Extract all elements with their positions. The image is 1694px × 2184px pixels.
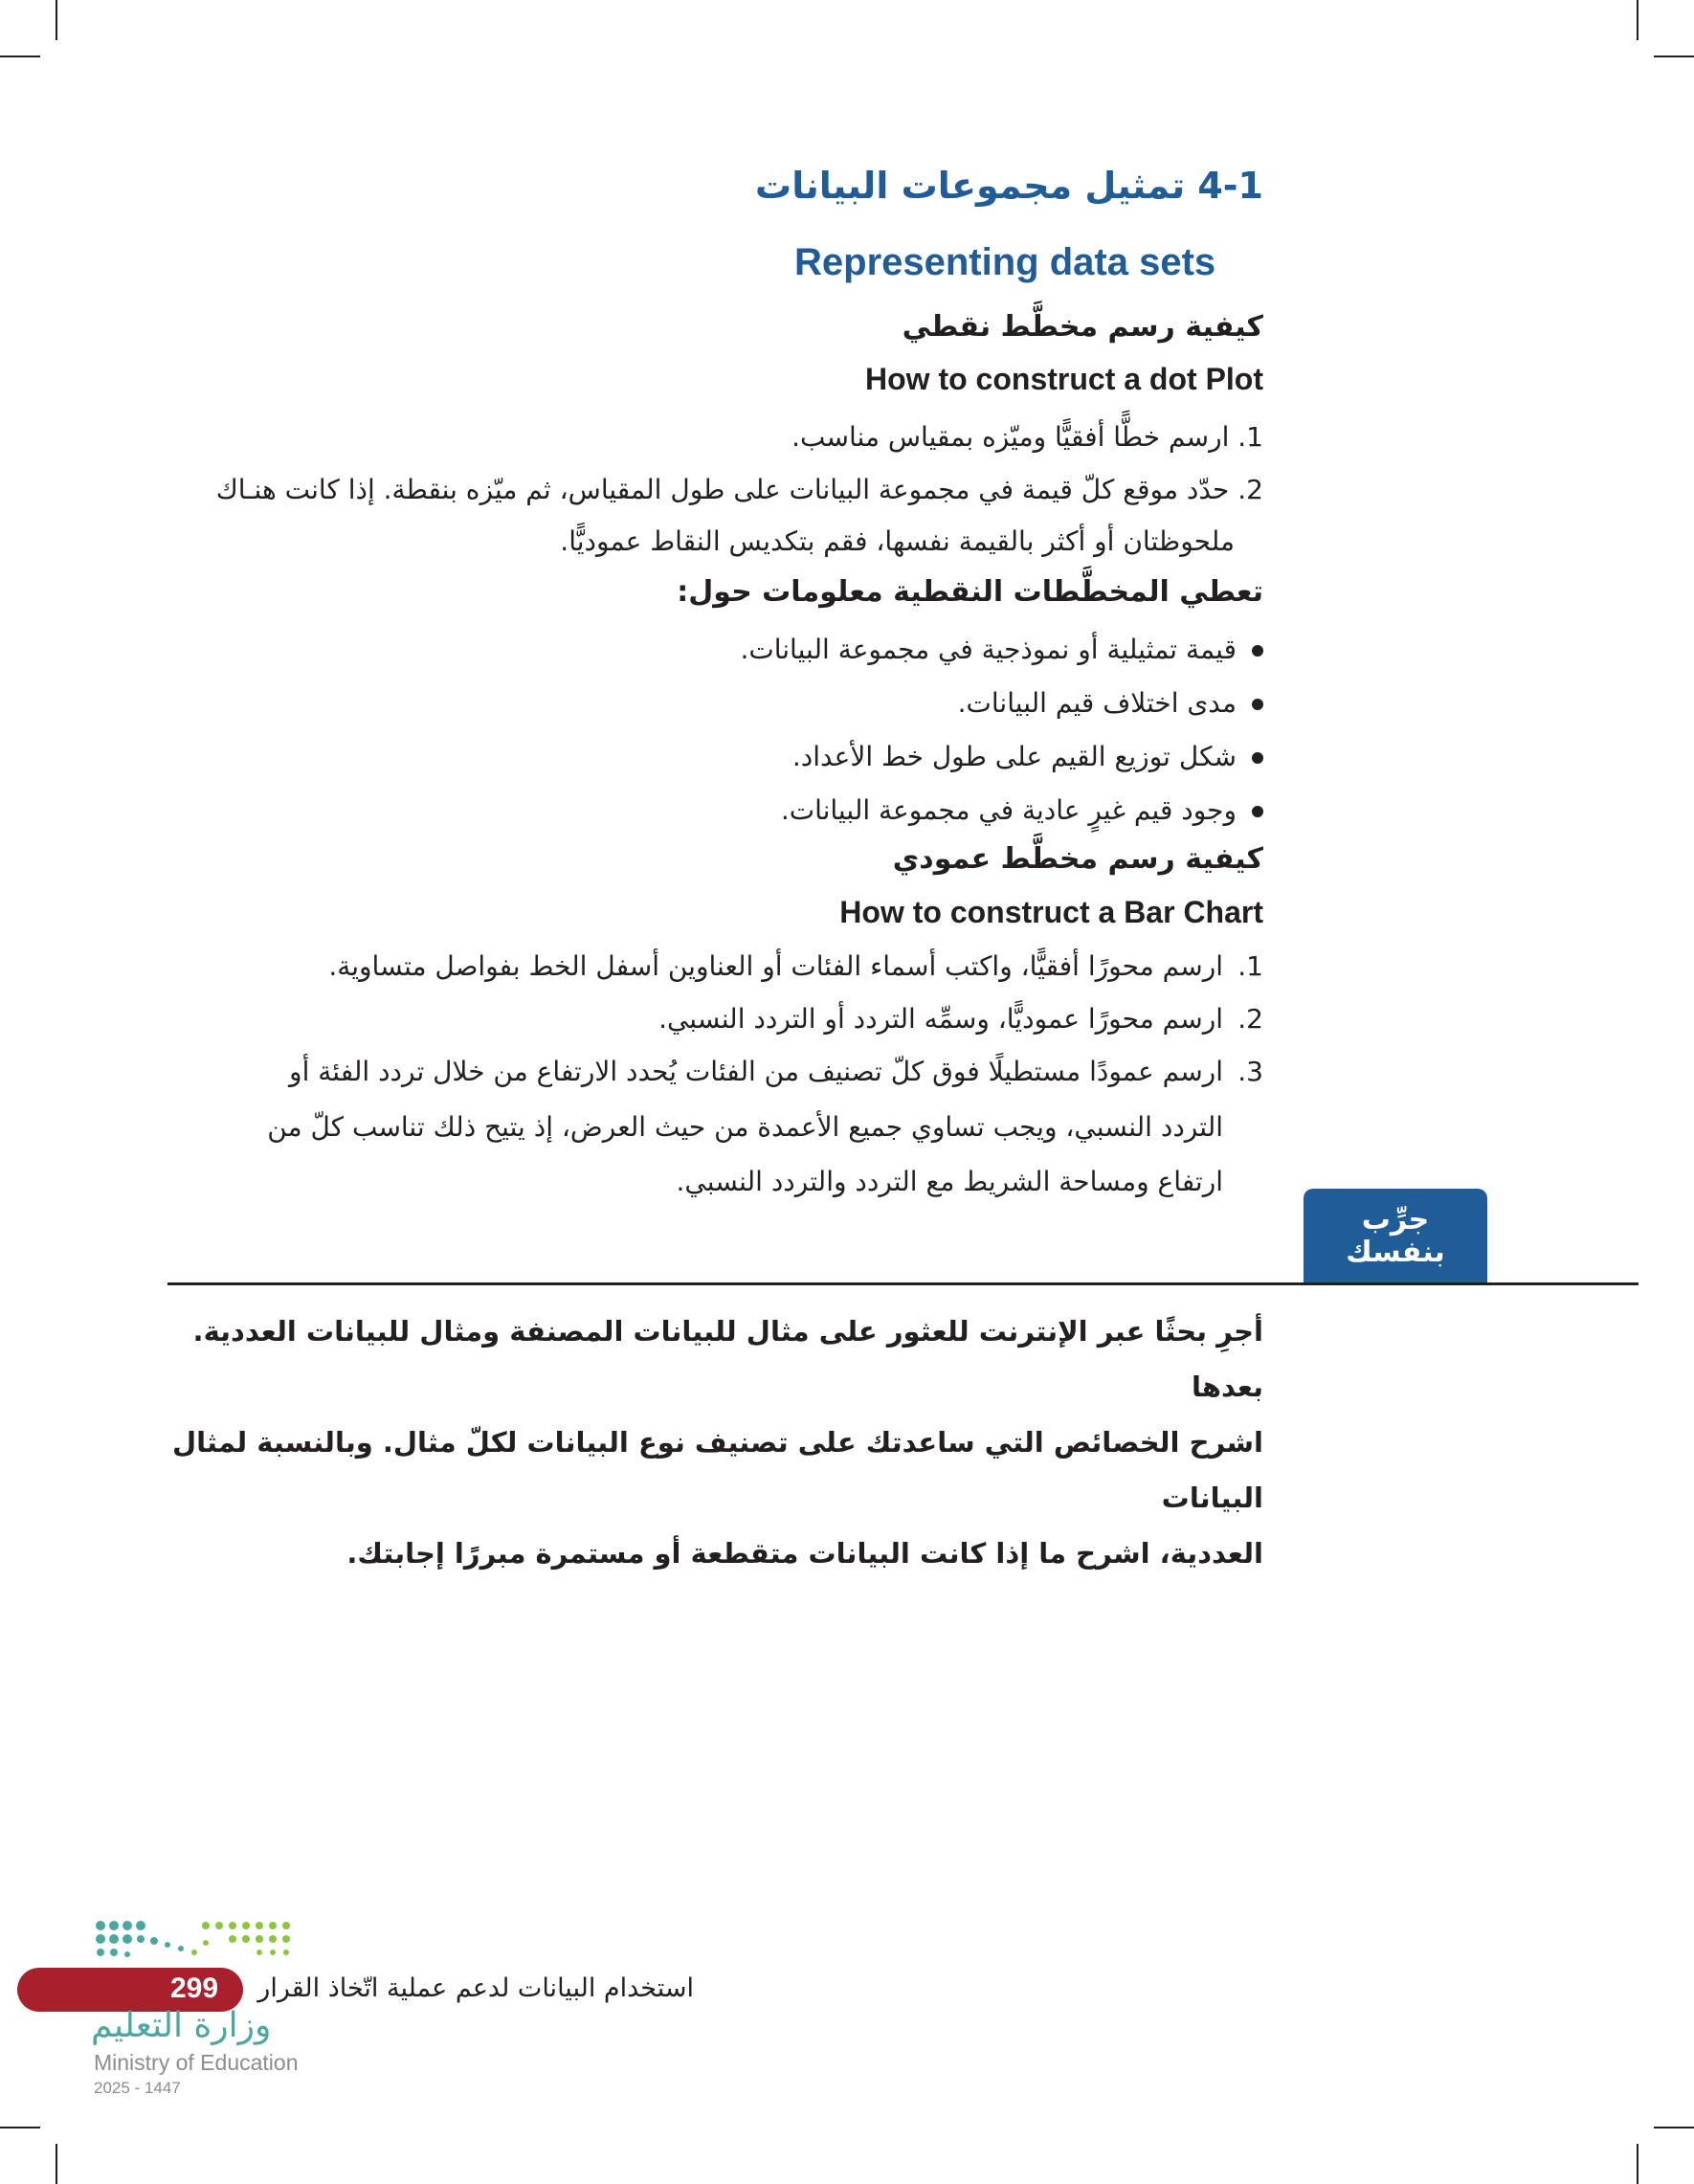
crop-mark [0, 2127, 40, 2128]
list-item: قيمة تمثيلية أو نموذجية في مجموعة البيانات. [306, 631, 1263, 684]
dot-plot-step-1: 1. ارسم خطًّا أفقيًّا وميّزه بمقياس مناسب. [791, 421, 1263, 453]
dot-plot-step-2-continuation: ملحوظتان أو أكثر بالقيمة نفسها، فقم بتكديس النقاط عموديًّا. [560, 525, 1235, 557]
try-yourself-text: أجرِ بحثًا عبر الإنترنت للعثور على مثال للبيانات المصنفة ومثال للبيانات العددية. بعدها اشرح الخصائص التي ساعدتك على تصنيف نوع البيانات لكلّ مثال. وبالنسبة لمثال البيانات العددية، اشرح ما إذا كانت البيانات متقطعة أو مستمرة مبررًا إجابتك. [171, 1315, 1263, 1570]
edition-year: 2025 - 1447 [94, 2079, 181, 2097]
bar-chart-heading-en: How to construct a Bar Chart [839, 895, 1263, 929]
bar-chart-step-1: 1.ارسم محورًا أفقيًّا، واكتب أسماء الفئات أو العناوين أسفل الخط بفواصل متساوية. [328, 950, 1263, 982]
bullet-dot-icon [1252, 752, 1263, 764]
ministry-name-ar: وزارة التعليم [91, 2006, 272, 2045]
crop-mark [1637, 0, 1638, 40]
bar-chart-step-2: 2.ارسم محورًا عموديًّا، وسمِّه التردد أو التردد النسبي. [658, 1003, 1263, 1035]
ministry-name-en: Ministry of Education [94, 2050, 299, 2075]
crop-mark [1654, 2127, 1694, 2128]
dot-plot-heading: كيفية رسم مخطَّط نقطي [902, 310, 1263, 344]
crop-mark [1654, 56, 1694, 57]
divider [167, 1282, 1638, 1285]
bullet-dot-icon [1252, 806, 1263, 817]
crop-mark [0, 56, 40, 57]
try-yourself-badge: جرِّب بنفسك [1304, 1189, 1487, 1284]
crop-mark [56, 0, 57, 40]
chapter-title: استخدام البيانات لدعم عملية اتّخاذ القرار [257, 1973, 694, 2003]
list-item: وجود قيم غيرٍ عادية في مجموعة البيانات. [306, 791, 1263, 845]
bullet-dot-icon [1252, 645, 1263, 657]
dot-plot-bullet-list [306, 631, 1263, 845]
bar-chart-step-3: 3.ارسم عمودًا مستطيلًا فوق كلّ تصنيف من الفئات يُحدد الارتفاع من خلال تردد الفئة أو [289, 1056, 1263, 1087]
dot-plot-heading-en: How to construct a dot Plot [865, 362, 1263, 396]
page-number: 299 [169, 1972, 219, 2004]
section-title: 4-1 تمثيل مجموعات البيانات [755, 165, 1263, 207]
dot-plot-step-2: 2. حدّد موقع كلّ قيمة في مجموعة البيانات على طول المقياس، ثم ميّزه بنقطة. إذا كانت هنـاك [215, 474, 1263, 505]
dot-plot-info-heading: تعطي المخطَّطات النقطية معلومات حول: [677, 575, 1263, 609]
crop-mark [56, 2144, 57, 2184]
list-item: شكل توزيع القيم على طول خط الأعداد. [306, 738, 1263, 791]
bar-chart-heading: كيفية رسم مخطَّط عمودي [892, 842, 1263, 876]
list-item: مدى اختلاف قيم البيانات. [306, 684, 1263, 738]
bar-chart-step-3-continuation: التردد النسبي، ويجب تساوي جميع الأعمدة من حيث العرض، إذ يتيح ذلك تناسب كلّ من [267, 1111, 1223, 1143]
section-title-en: Representing data sets [794, 241, 1216, 283]
bar-chart-step-3-continuation: ارتفاع ومساحة الشريط مع التردد والتردد النسبي. [676, 1166, 1223, 1197]
crop-mark [1637, 2144, 1638, 2184]
bullet-dot-icon [1252, 699, 1263, 710]
